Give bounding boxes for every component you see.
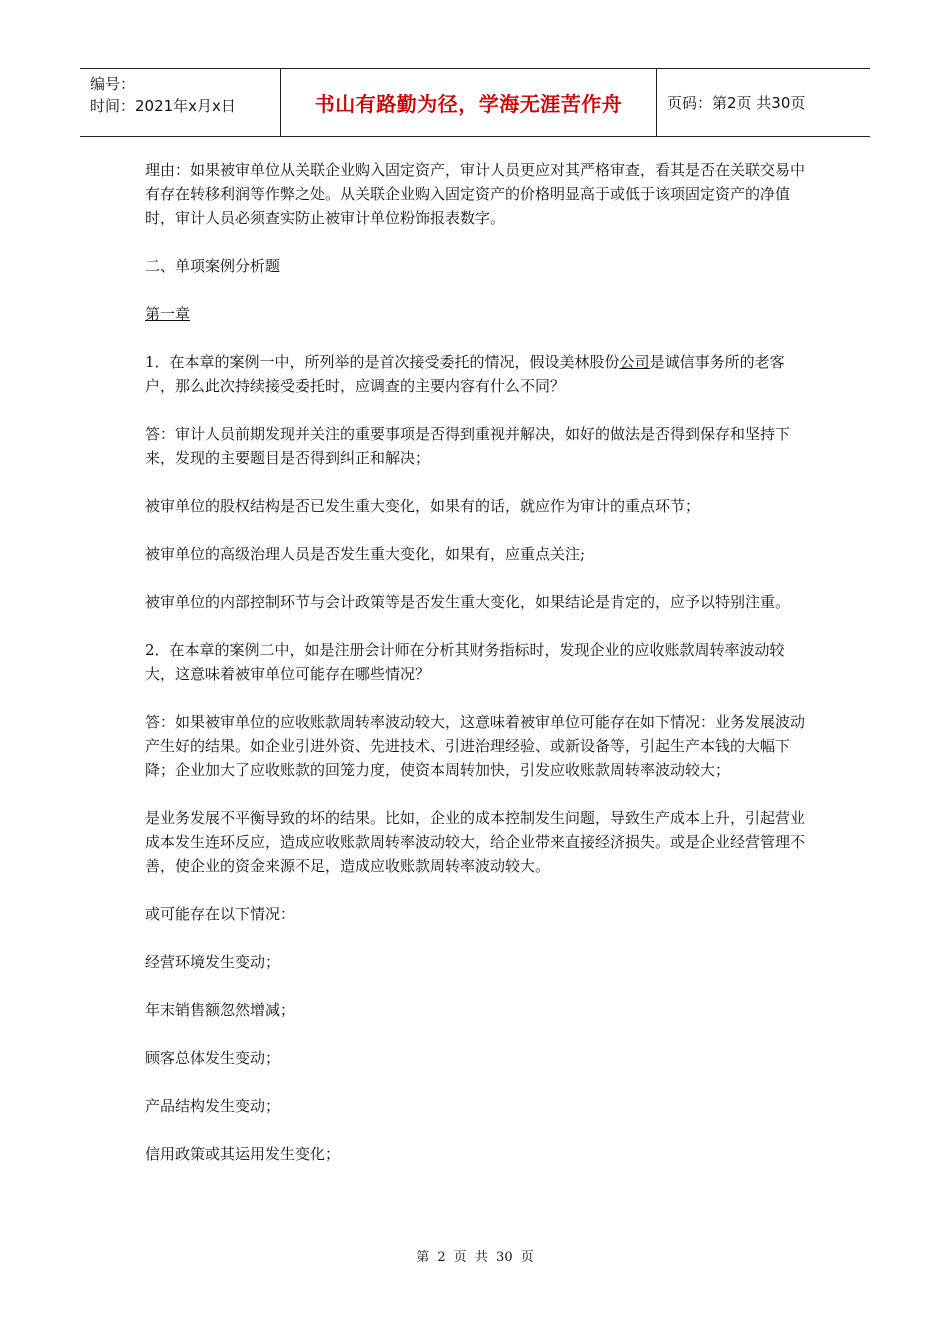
- paragraph-reason: 理由：如果被审单位从关联企业购入固定资产，审计人员更应对其严格审查，看其是否在关联交易中有存在转移利润等作弊之处。从关联企业购入固定资产的价格明显高于或低于该项固定资产的净值时，审计人员必须查实防止被审计单位粉饰报表数字。: [145, 161, 806, 227]
- answer-1-part-2: 被审单位的股权结构是否已发生重大变化，如果有的话，就应作为审计的重点环节；: [145, 497, 701, 515]
- question-1-text-start: 1．在本章的案例一中，所列举的是首次接受委托的情况，假设美林股份: [145, 353, 620, 371]
- document-time-label: 时间：2021年x月x日: [90, 97, 236, 115]
- answer-1-part-1: 答：审计人员前期发现并关注的重要事项是否得到重视并解决，如好的做法是否得到保存和坚持下来，发现的主要题目是否得到纠正和解决；: [145, 425, 791, 467]
- document-number-label: 编号：: [90, 75, 136, 93]
- list-item: 年末销售额忽然增减；: [145, 1001, 296, 1019]
- header-page-code-cell: [657, 69, 870, 136]
- header-page-code: 页码：第2页 共30页: [667, 94, 806, 112]
- list-item: 信用政策或其运用发生变化；: [145, 1145, 341, 1163]
- answer-2-part-1: 答：如果被审单位的应收账款周转率波动较大，这意味着被审单位可能存在如下情况：业务发展波动产生好的结果。如企业引进外资、先进技术、引进治理经验、或新设备等，引起生产本钱的大幅下降；企业加大了应收账款的回笼力度，使资本周转加快，引发应收账款周转率波动较大；: [145, 713, 806, 779]
- header-motto-cell: [280, 69, 657, 136]
- list-item: 顾客总体发生变动；: [145, 1049, 281, 1067]
- list-item: 经营环境发生变动；: [145, 953, 281, 971]
- document-body: [145, 158, 810, 1190]
- section-heading: 二、单项案例分析题: [145, 257, 281, 275]
- chapter-title: 第一章: [145, 305, 191, 323]
- page-header: [80, 68, 870, 137]
- question-1: [145, 350, 810, 398]
- answer-2-part-2: 是业务发展不平衡导致的坏的结果。比如，企业的成本控制发生问题，导致生产成本上升，引起营业成本发生连环反应，造成应收账款周转率波动较大，给企业带来直接经济损失。或是企业经营管理不善，使企业的资金来源不足，造成应收账款周转率波动较大。: [145, 809, 806, 875]
- page-footer: 第 2 页 共 30 页: [416, 1250, 534, 1265]
- company-link[interactable]: 公司: [619, 353, 650, 371]
- list-item: 产品结构发生变动；: [145, 1097, 281, 1115]
- answer-1-part-3: 被审单位的高级治理人员是否发生重大变化，如果有，应重点关注;: [145, 545, 586, 563]
- answer-1-part-4: 被审单位的内部控制环节与会计政策等是否发生重大变化，如果结论是肯定的，应予以特别注重。: [145, 593, 791, 611]
- header-motto: 书山有路勤为径，学海无涯苦作舟: [314, 92, 623, 116]
- chapter-heading: [145, 302, 810, 326]
- question-2: 2．在本章的案例二中，如是注册会计师在分析其财务指标时，发现企业的应收账款周转率波动较大，这意味着被审单位可能存在哪些情况？: [145, 641, 785, 683]
- header-meta: [80, 69, 280, 136]
- question-1-text-end: 是诚信事务所的老客户，那么此次持续接受委托时，应调查的主要内容有什么不同？: [145, 353, 785, 395]
- answer-2-part-3: 或可能存在以下情况：: [145, 905, 296, 923]
